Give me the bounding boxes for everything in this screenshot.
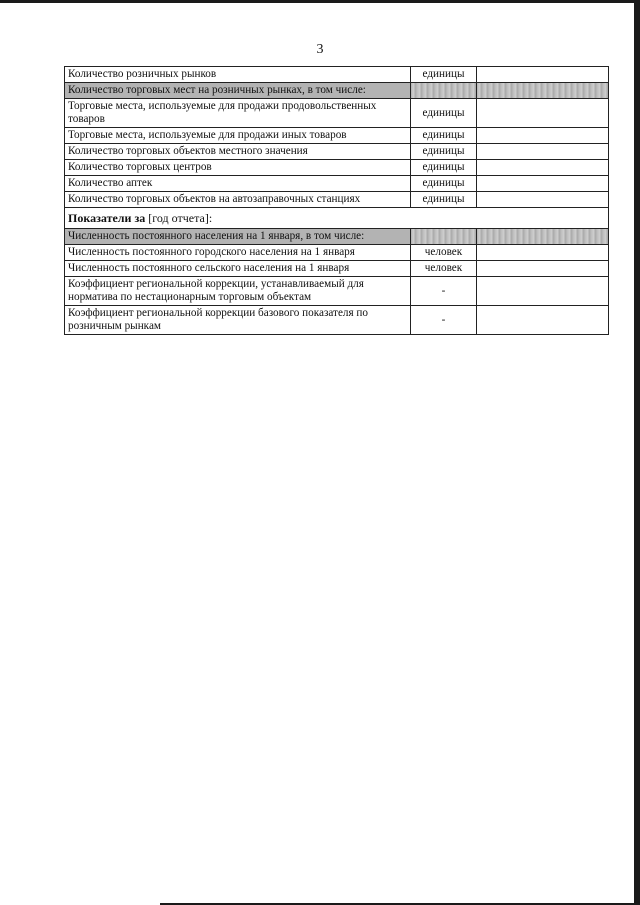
row-name: Численность постоянного сельского населения на 1 января [65,261,411,277]
row-unit: человек [411,261,477,277]
row-unit: единицы [411,128,477,144]
row-value-cell [477,229,609,245]
indicators-table [64,66,609,335]
row-unit: - [411,277,477,306]
table-row [65,192,609,208]
row-unit: единицы [411,192,477,208]
row-value-cell [477,277,609,306]
row-unit: - [411,306,477,335]
row-name: Количество аптек [65,176,411,192]
row-name: Количество торговых центров [65,160,411,176]
table-row [65,144,609,160]
row-name: Количество торговых объектов на автозаправочных станциях [65,192,411,208]
row-name: Количество розничных рынков [65,67,411,83]
row-unit: единицы [411,144,477,160]
row-name: Торговые места, используемые для продажи иных товаров [65,128,411,144]
row-unit [411,229,477,245]
page-edge-top [0,0,640,3]
section-title-rest: [год отчета]: [145,211,213,225]
page-number: 3 [316,42,324,57]
row-value-cell [477,160,609,176]
row-name: Количество торговых мест на розничных рынках, в том числе: [65,83,411,99]
row-name: Коэффициент региональной коррекции, устанавливаемый для норматива по нестационарным торговым объектам [65,277,411,306]
table-row [65,128,609,144]
row-value-cell [477,176,609,192]
section-title [65,208,609,229]
row-name: Численность постоянного населения на 1 января, в том числе: [65,229,411,245]
row-value-cell [477,144,609,160]
table-row [65,306,609,335]
table-row [65,176,609,192]
table-row [65,277,609,306]
section-title-bold: Показатели за [68,211,146,225]
row-name: Коэффициент региональной коррекции базового показателя по розничным рынкам [65,306,411,335]
table-row [65,245,609,261]
row-unit: единицы [411,99,477,128]
table-row [65,261,609,277]
row-value-cell [477,261,609,277]
row-value-cell [477,306,609,335]
row-unit: человек [411,245,477,261]
row-unit: единицы [411,176,477,192]
row-name: Торговые места, используемые для продажи продовольственных товаров [65,99,411,128]
row-value-cell [477,67,609,83]
row-value-cell [477,245,609,261]
row-value-cell [477,99,609,128]
table-row [65,67,609,83]
row-unit: единицы [411,160,477,176]
table-row [65,99,609,128]
row-value-cell [477,128,609,144]
page-edge-right [634,0,640,905]
section-header-row [65,208,609,229]
table-row-group-header [65,229,609,245]
row-name: Численность постоянного городского населения на 1 января [65,245,411,261]
table-row-group-header [65,83,609,99]
row-name: Количество торговых объектов местного значения [65,144,411,160]
row-value-cell [477,83,609,99]
row-value-cell [477,192,609,208]
table-row [65,160,609,176]
row-unit: единицы [411,67,477,83]
row-unit [411,83,477,99]
